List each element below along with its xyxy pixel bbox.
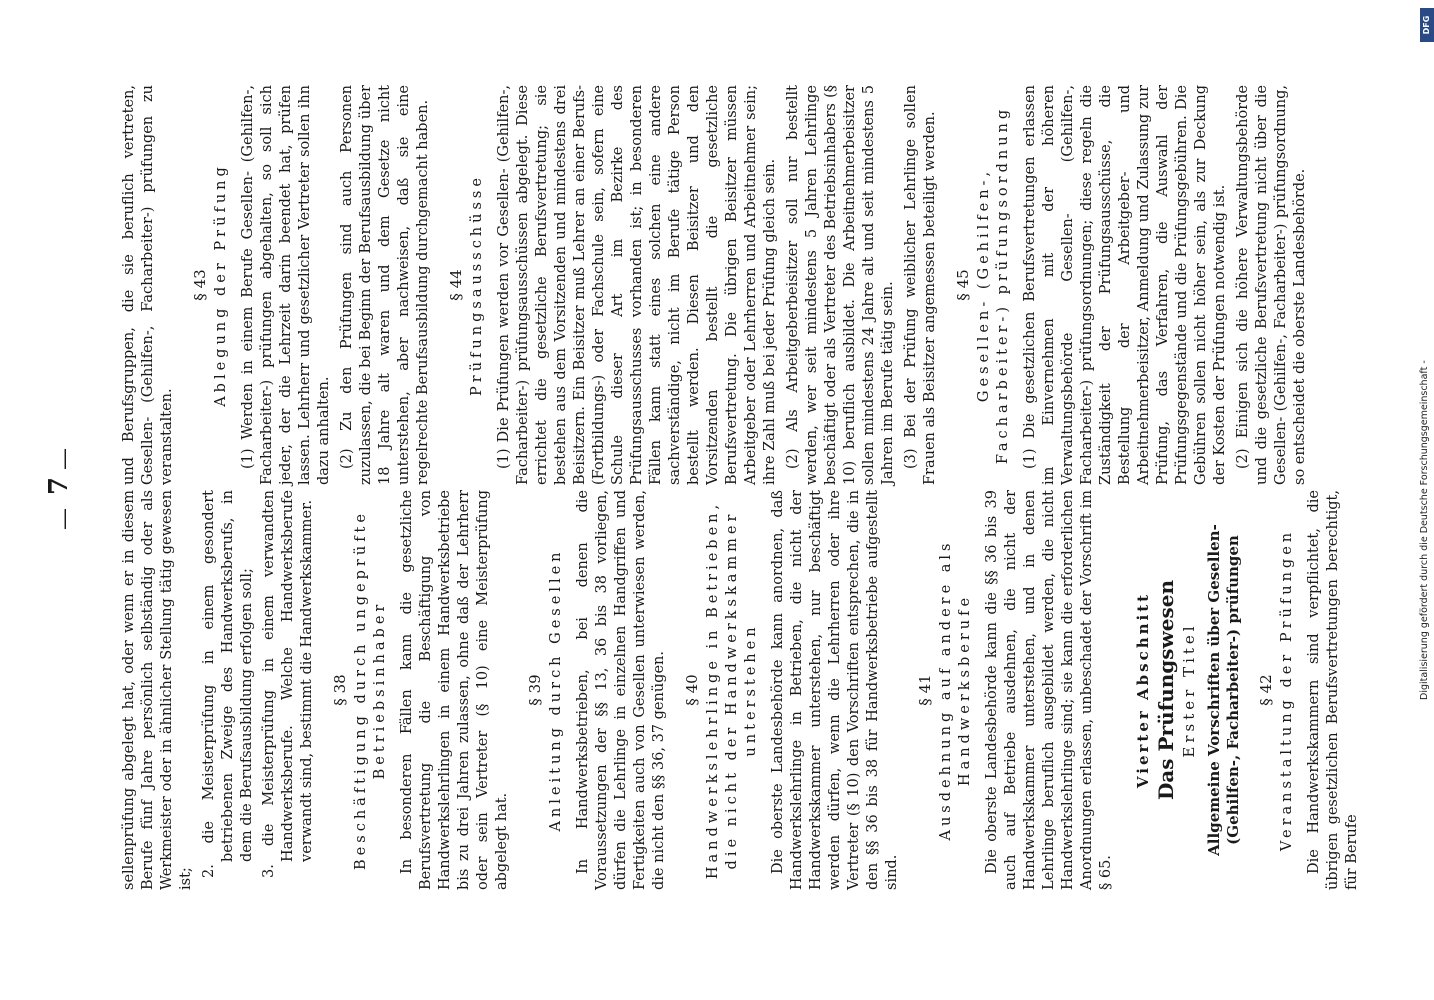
section-number: § 43 <box>191 269 209 301</box>
dfg-logo: DFG <box>1420 8 1434 42</box>
section-number: § 42 <box>1257 674 1275 706</box>
page-number: 7 <box>44 476 74 495</box>
section-number: § 45 <box>954 269 972 301</box>
section-heading: Beschäftigung durch ungeprüfte Betriebsinhaber <box>353 510 388 870</box>
digitization-note-text: Digitalisierung gefördert durch die Deutsche Forschungsgemeinschaft - <box>1419 360 1430 700</box>
digitization-note <box>1417 0 1434 1000</box>
section-number: § 44 <box>447 269 465 301</box>
section-heading: Prüfungsausschüsse <box>469 174 485 396</box>
header-dash-left: — <box>52 508 77 530</box>
chapter-subtitle: Erster Titel <box>1180 622 1198 758</box>
paragraph: Die Handwerkskammern sind verpflichtet, die übrigen gesetzlichen Berufsvertretungen berechtigt, für Berufe <box>1306 490 1360 890</box>
paragraph: In besonderen Fällen kann die gesetzliche Berufsvertretung die Beschäftigung von Handwerkslehrlingen in einem Handwerksbetriebe bis zu drei Jahren zulassen, ohne daß der Lehrherr oder sein Vertreter (§ 10) eine Meisterprüfung abgelegt hat. <box>399 490 510 890</box>
section-number: § 39 <box>526 674 544 706</box>
paragraph: (1) Werden in einem Berufe Gesellen- (Gehilfen-, Facharbeiter-) prüfungen abgehalten, so soll sich jeder, der die Lehrzeit darin beendet hat, prüfen lassen. Lehrherr und gesetzlicher Vertreter sollen ihn dazu anhalten. <box>240 85 332 485</box>
section-heading: Ablegung der Prüfung <box>213 163 229 407</box>
header-dash-right: — <box>52 448 77 470</box>
paragraph: (1) Die gesetzlichen Berufsvertretungen erlassen im Einvernehmen mit der höheren Verwaltungsbehörde Gesellen- (Gehilfen-, Facharbeiter-) prüfungsordnungen; diese regeln die Zuständigkeit der Prüfungsausschüsse, die Bestellung der Arbeitgeber- und Arbeitnehmerbeisitzer, Anmeldung und Zulassung zur Prüfung, das Verfahren, die Auswahl der Prüfungsgegenstände und die Prüfungsgebühren. Die Gebühren sollen nicht höher sein, als zur Deckung der Kosten der Prüfungen notwendig ist. <box>1022 85 1228 485</box>
paragraph: Die oberste Landesbehörde kann die §§ 36 bis 39 auch auf Betriebe ausdehnen, die nicht der Handwerkskammer unterstehen, und in denen Lehrlinge beruflich ausgebildet werden, die nicht Handwerkslehrlinge sind; sie kann die erforderlichen Anordnungen erlassen, unbeschadet der Vorschrift im § 65. <box>984 490 1114 890</box>
section-heading: Gesellen- (Gehilfen-, Facharbeiter-) prüfungsordnung <box>976 105 1011 465</box>
section-heading: Veranstaltung der Prüfungen <box>1279 528 1295 852</box>
section-heading: Ausdehnung auf andere als Handwerksberufe <box>938 539 973 841</box>
title-heading: Allgemeine Vorschriften über Gesellen- (Gehilfen-, Facharbeiter-) prüfungen <box>1205 524 1242 856</box>
paragraph: (2) Als Arbeitgeberbeisitzer soll nur bestellt werden, wer seit mindestens 5 Jahren Lehrlinge beschäftigt oder als Vertreter des Betriebsinhabers (§ 10) beruflich ausbildet. Die Arbeitnehmerbeisitzer sollen mindestens 24 Jahre alt und seit mindestens 5 Jahren im Berufe tätig sein. <box>785 85 896 485</box>
paragraph: Die oberste Landesbehörde kann anordnen, daß Handwerkslehrlinge in Betrieben, die nicht der Handwerkskammer unterstehen, nur beschäftigt werden dürfen, wenn die Lehrherren oder ihre Vertreter (§ 10) den Vorschriften entsprechen, die in den §§ 36 bis 38 für Handwerksbetriebe aufgestellt sind. <box>770 490 900 890</box>
list-item: 3. die Meisterprüfung in einem verwandten Handwerksberufe. Welche Handwerksberufe verwandt sind, bestimmt die Handwerkskammer. <box>261 489 315 878</box>
paragraph: (1) Die Prüfungen werden vor Gesellen- (Gehilfen-, Facharbeiter-) prüfungsausschüssen abgelegt. Diese errichtet die gesetzliche Berufsvertretung; sie bestehen aus dem Vorsitzenden und mindestens drei Beisitzern. Ein Beisitzer muß Lehrer an einer Berufs- (Fortbildungs-) oder Fachschule sein, sofern eine Schule dieser Art im Bezirke des Prüfungsausschusses vorhanden ist; in besonderen Fällen kann statt eines solchen eine andere sachverständige, nicht im Berufe tätige Person bestellt werden. Diesen Beisitzer und den Vorsitzenden bestellt die gesetzliche Berufsvertretung. Die übrigen Beisitzer müssen Arbeitgeber oder Lehrherren und Arbeitnehmer sein; ihre Zahl muß bei jeder Prüfung gleich sein. <box>496 85 778 485</box>
right-column <box>120 85 1314 485</box>
section-heading: Handwerkslehrlinge in Betrieben, die nicht der Handwerkskammer unterstehen <box>705 500 759 880</box>
section-heading: Anleitung durch Gesellen <box>548 548 564 832</box>
section-number: § 40 <box>683 674 701 706</box>
paragraph: sellenprüfung abgelegt hat, oder wenn er in diesem Berufe fünf Jahre persönlich selbständig oder als Werkmeister oder in ähnlicher Stellung tätig gewesen ist; <box>121 490 194 890</box>
page-header <box>44 0 102 1000</box>
chapter-label: Vierter Abschnitt <box>1134 591 1152 789</box>
paragraph: (3) Bei der Prüfung weiblicher Lehrlinge sollen Frauen als Beisitzer angemessen beteiligt werden. <box>903 85 938 485</box>
section-number: § 41 <box>916 674 934 706</box>
paragraph: und Berufsgruppen, die sie beruflich vertreten, Gesellen- (Gehilfen-, Facharbeiter-) prüfungen zu veranstalten. <box>121 85 175 485</box>
chapter-title: Das Prüfungswesen <box>1154 579 1178 801</box>
paragraph: (2) Einigen sich die höhere Verwaltungsbehörde und die gesetzliche Berufsvertretung nicht über die Gesellen- (Gehilfen-, Facharbeiter-) prüfungsordnung, so entscheidet die oberste Landesbehörde. <box>1235 85 1308 485</box>
paragraph: In Handwerksbetrieben, bei denen die Voraussetzungen der §§ 13, 36 bis 38 vorliegen, dürfen die Lehrlinge in einzelnen Handgriffen und Fertigkeiten auch von Gesellen unterwiesen werden, die nicht den §§ 36, 37 genügen. <box>575 490 667 890</box>
section-number: § 38 <box>331 674 349 706</box>
list-item: 2. die Meisterprüfung in einem gesondert betriebenen Zweige des Handwerksberufs, in dem die Berufsausbildung erfolgen soll; <box>201 490 255 878</box>
left-column <box>120 490 1366 890</box>
paragraph: (2) Zu den Prüfungen sind auch Personen zuzulassen, die bei Beginn der Berufsausbildung über 18 Jahre alt waren und dem Gesetze nicht unterstehen, aber nachweisen, daß sie eine regelrechte Berufsausbildung durchgemacht haben. <box>339 85 431 485</box>
